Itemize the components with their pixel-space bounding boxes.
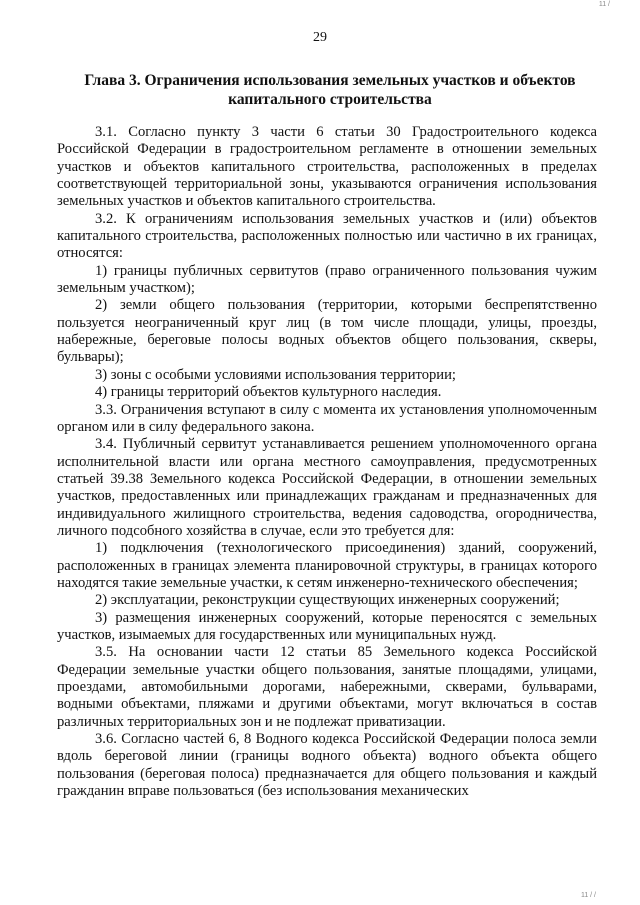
- list-item-3-4-1: 1) подключения (технологического присоединения) зданий, сооружений, расположенных в границах элемента планировочной структуры, в границах которого находятся такие земельные участки, к сетям инженерно-технического обеспечения;: [57, 540, 597, 591]
- list-item-3-2-3: 3) зоны с особыми условиями использования территории;: [95, 366, 456, 383]
- paragraph-3-6: 3.6. Согласно частей 6, 8 Водного кодекса Российской Федерации полоса земли вдоль береговой линии (границы водного объекта) водного объекта общего пользования (береговая полоса) предназначается для общего пользования и каждый гражданин вправе пользоваться (без использования механических: [57, 731, 597, 800]
- paragraph-3-4: 3.4. Публичный сервитут устанавливается решением уполномоченного органа исполнительной власти или органа местного самоуправления, предусмотренных статьей 39.38 Земельного кодекса Российской Федерации, в отношении земельных участков, предоставленных или принадлежащих гражданам и предназначенных для индивидуального жилищного строительства, ведения садоводства, огородничества, личного подсобного хозяйства в случае, если это требуется для:: [57, 436, 597, 539]
- paragraph-3-1: 3.1. Согласно пункту 3 части 6 статьи 30 Градостроительного кодекса Российской Федерации в градостроительном регламенте в отношении земельных участков и объектов капитального строительства, расположенных в пределах соответствующей территориальной зоны, указываются ограничения использования земельных участков и объектов капитального строительства.: [57, 124, 597, 210]
- list-item-3-2-1: 1) границы публичных сервитутов (право ограниченного пользования чужим земельным участком);: [57, 262, 597, 297]
- scan-mark-bottom: 11 / /: [580, 892, 596, 899]
- list-item-3-4-2: 2) эксплуатации, реконструкции существующих инженерных сооружений;: [95, 592, 560, 609]
- list-item-3-2-2: 2) земли общего пользования (территории, которыми беспрепятственно пользуется неограниченный круг лиц (в том числе площади, улицы, проезды, набережные, береговые полосы водных объектов общего пользования, скверы, бульвары);: [57, 297, 597, 366]
- body-text: [57, 124, 597, 800]
- chapter-title: Глава 3. Ограничения использования земельных участков и объектов капитального строительства: [84, 72, 576, 108]
- paragraph-3-3: 3.3. Ограничения вступают в силу с момента их установления уполномоченным органом или в силу федерального закона.: [57, 401, 597, 435]
- paragraph-3-2: 3.2. К ограничениям использования земельных участков и (или) объектов капитального строительства, расположенных полностью или частично в их границах, относятся:: [57, 210, 597, 262]
- list-item-3-2-4: 4) границы территорий объектов культурного наследия.: [95, 384, 442, 401]
- scan-mark-top: 11 /: [598, 1, 610, 8]
- paragraph-3-5: 3.5. На основании части 12 статьи 85 Земельного кодекса Российской Федерации земельные участки общего пользования, занятые площадями, улицами, проездами, автомобильными дорогами, набережными, скверами, бульварами, водными объектами, пляжами и другими объектами, могут включаться в состав различных территориальных зон и не подлежат приватизации.: [57, 644, 597, 730]
- page-number: 29: [313, 30, 327, 45]
- list-item-3-4-3: 3) размещения инженерных сооружений, которые переносятся с земельных участков, изымаемых для государственных или муниципальных нужд.: [57, 609, 597, 643]
